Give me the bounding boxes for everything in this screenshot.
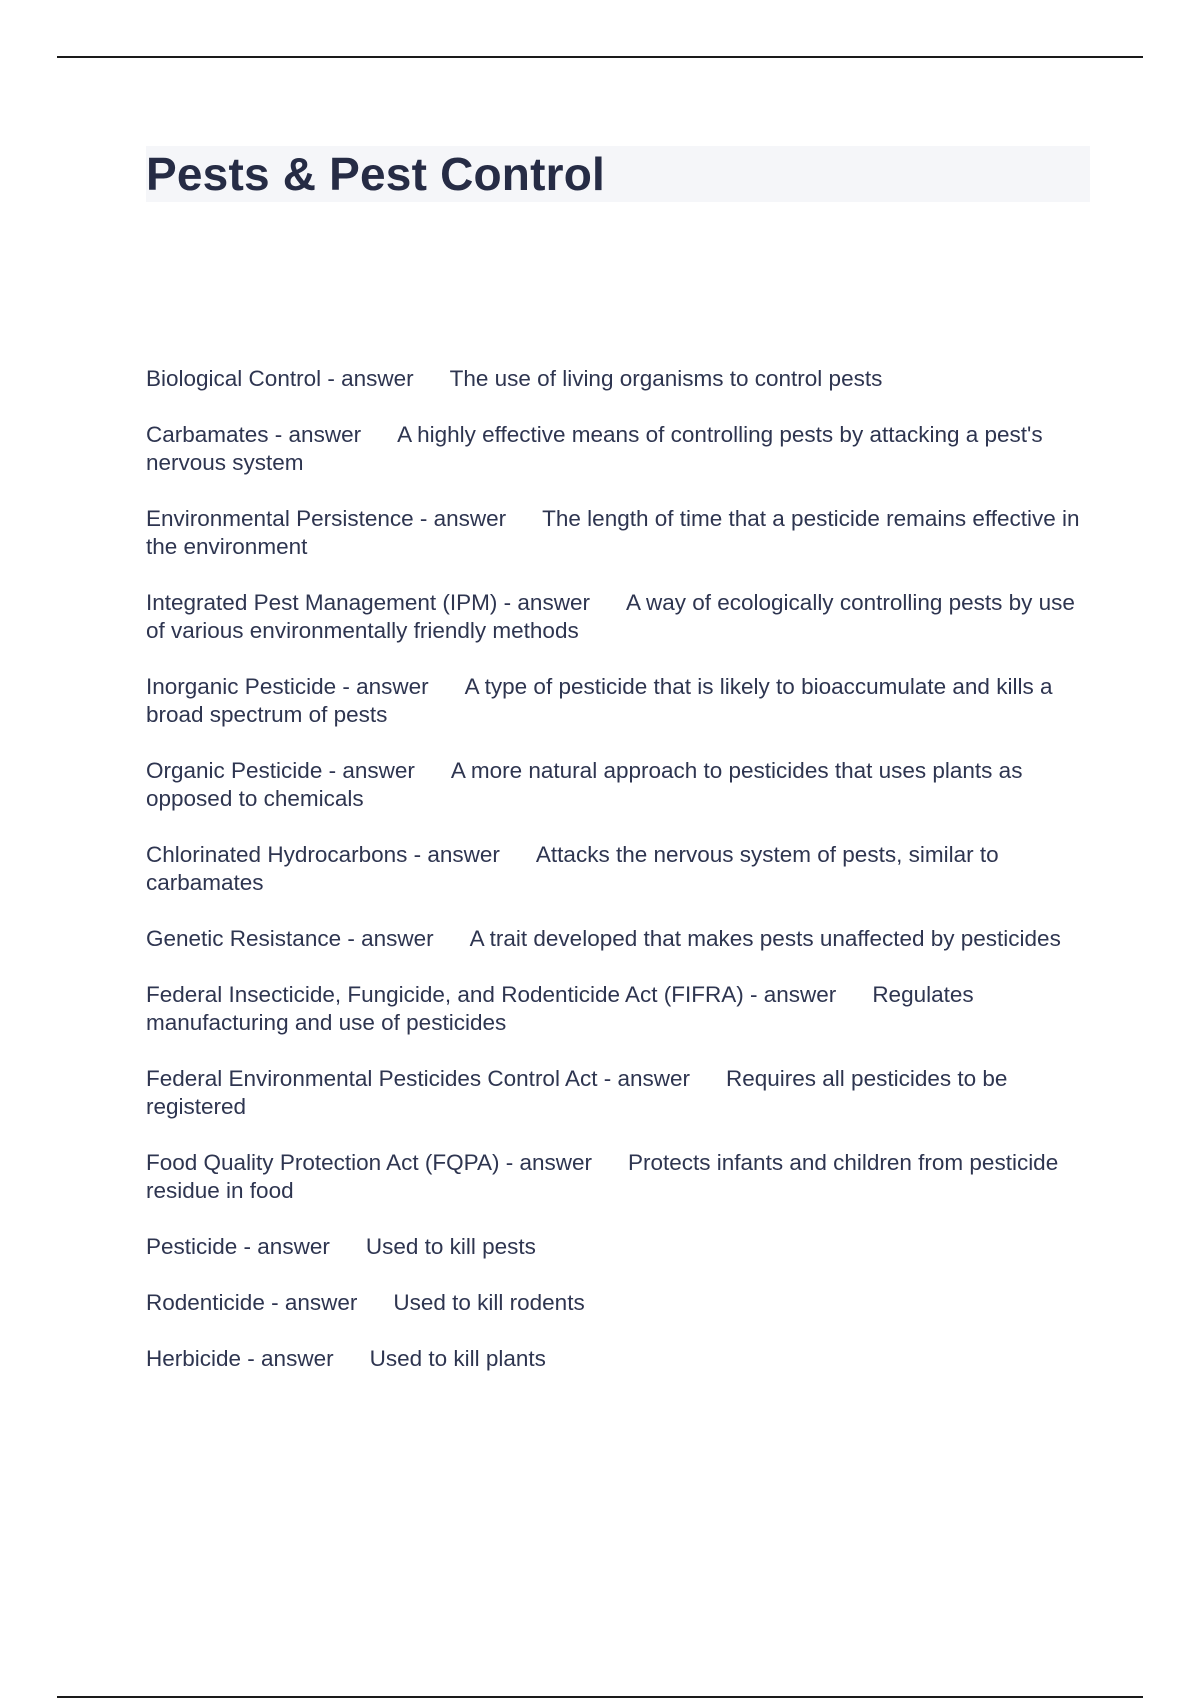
list-item [146, 589, 1086, 645]
list-item [146, 1289, 1086, 1317]
entry-term: Federal Environmental Pesticides Control Act - answer [146, 1066, 690, 1091]
entry-definition: A type of pesticide that is likely to bioaccumulate and kills a broad spectrum of pests [146, 674, 1053, 727]
entry-term: Biological Control - answer [146, 366, 414, 391]
entry-term: Federal Insecticide, Fungicide, and Rodenticide Act (FIFRA) - answer [146, 982, 837, 1007]
entry-definition: Used to kill plants [369, 1346, 546, 1371]
list-item [146, 505, 1086, 561]
page-title: Pests & Pest Control [146, 148, 605, 200]
list-item [146, 1065, 1086, 1121]
entry-definition: A way of ecologically controlling pests by use of various environmentally friendly methods [146, 590, 1075, 643]
entry-definition: A trait developed that makes pests unaffected by pesticides [469, 926, 1061, 951]
top-divider [57, 56, 1143, 58]
entry-term: Rodenticide - answer [146, 1290, 358, 1315]
entry-term: Inorganic Pesticide - answer [146, 674, 429, 699]
list-item [146, 1149, 1086, 1205]
list-item [146, 673, 1086, 729]
list-item [146, 1233, 1086, 1261]
entry-definition: The length of time that a pesticide remains effective in the environment [146, 506, 1080, 559]
flashcard-list [146, 365, 1086, 1401]
entry-term: Environmental Persistence - answer [146, 506, 507, 531]
entry-term: Chlorinated Hydrocarbons - answer [146, 842, 500, 867]
entry-term: Genetic Resistance - answer [146, 926, 434, 951]
list-item [146, 421, 1086, 477]
list-item [146, 1345, 1086, 1373]
entry-definition: Protects infants and children from pesticide residue in food [146, 1150, 1059, 1203]
entry-term: Pesticide - answer [146, 1234, 330, 1259]
entry-definition: Used to kill rodents [393, 1290, 585, 1315]
list-item [146, 981, 1086, 1037]
entry-definition: A highly effective means of controlling pests by attacking a pest's nervous system [146, 422, 1043, 475]
entry-definition: The use of living organisms to control pests [449, 366, 883, 391]
entry-definition: Requires all pesticides to be registered [146, 1066, 1008, 1119]
entry-definition: Attacks the nervous system of pests, similar to carbamates [146, 842, 999, 895]
bottom-divider [57, 1696, 1143, 1698]
list-item [146, 757, 1086, 813]
entry-definition: Regulates manufacturing and use of pesticides [146, 982, 974, 1035]
list-item [146, 925, 1086, 953]
entry-term: Integrated Pest Management (IPM) - answer [146, 590, 590, 615]
list-item [146, 365, 1086, 393]
entry-term: Food Quality Protection Act (FQPA) - answer [146, 1150, 592, 1175]
list-item [146, 841, 1086, 897]
entry-term: Herbicide - answer [146, 1346, 334, 1371]
entry-definition: A more natural approach to pesticides that uses plants as opposed to chemicals [146, 758, 1023, 811]
entry-term: Carbamates - answer [146, 422, 362, 447]
entry-term: Organic Pesticide - answer [146, 758, 415, 783]
entry-definition: Used to kill pests [365, 1234, 536, 1259]
